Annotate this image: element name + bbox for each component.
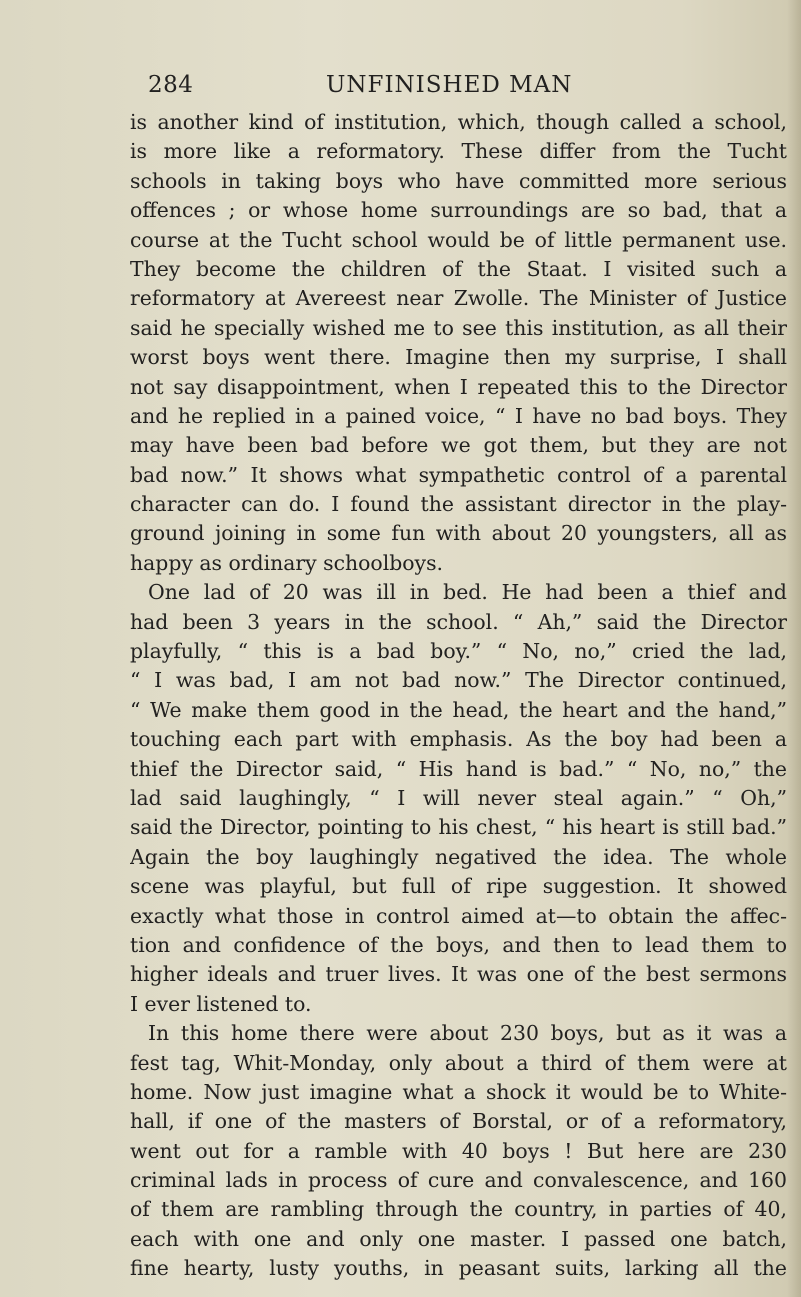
- text-line: is another kind of institution, which, though called a school,: [130, 110, 787, 134]
- text-line: fine hearty, lusty youths, in peasant suits, larking all the: [130, 1256, 787, 1281]
- text-line: may have been bad before we got them, but they are not: [130, 433, 787, 458]
- page-edge-shadow: [787, 0, 801, 1297]
- text-line: criminal lads in process of cure and convalescence, and 160: [130, 1168, 787, 1193]
- text-line: went out for a ramble with 40 boys ! But here are 230: [130, 1138, 787, 1163]
- text-line: said the Director, pointing to his chest, “ his heart is still bad.”: [130, 815, 787, 840]
- text-line: One lad of 20 was ill in bed. He had been a thief and: [148, 580, 787, 605]
- text-line: offences ; or whose home surroundings are so bad, that a: [130, 198, 787, 223]
- text-line: course at the Tucht school would be of little permanent use.: [130, 227, 787, 252]
- text-line: each with one and only one master. I passed one batch,: [130, 1226, 787, 1251]
- text-line: reformatory at Avereest near Zwolle. The Minister of Justice: [130, 286, 787, 311]
- text-line: “ We make them good in the head, the heart and the hand,”: [130, 697, 787, 722]
- text-line: thief the Director said, “ His hand is bad.” “ No, no,” the: [130, 756, 787, 781]
- text-line: schools in taking boys who have committed more serious: [130, 168, 787, 193]
- text-line: happy as ordinary schoolboys.: [130, 550, 444, 575]
- text-line: exactly what those in control aimed at—to obtain the affec-: [130, 903, 787, 928]
- text-line: of them are rambling through the country, in parties of 40,: [130, 1197, 787, 1222]
- text-line: fest tag, Whit-Monday, only about a third of them were at: [130, 1050, 787, 1075]
- text-line: character can do. I found the assistant director in the play-: [130, 492, 787, 517]
- text-line: lad said laughingly, “ I will never steal again.” “ Oh,”: [130, 785, 787, 810]
- page-header: [148, 72, 708, 102]
- text-line: home. Now just imagine what a shock it would be to White-: [130, 1079, 787, 1104]
- running-title: UNFINISHED MAN: [326, 72, 573, 98]
- text-line: higher ideals and truer lives. It was one of the best sermons: [130, 962, 787, 987]
- text-line: “ I was bad, I am not bad now.” The Director continued,: [130, 668, 787, 693]
- text-line: They become the children of the Staat. I visited such a: [130, 256, 787, 281]
- text-line: In this home there were about 230 boys, but as it was a: [148, 1021, 787, 1046]
- text-line: tion and confidence of the boys, and then to lead them to: [130, 932, 787, 957]
- text-line: hall, if one of the masters of Borstal, or of a reformatory,: [130, 1109, 787, 1134]
- text-line: is more like a reformatory. These differ from the Tucht: [130, 139, 787, 164]
- text-line: playfully, “ this is a bad boy.” “ No, no,” cried the lad,: [130, 639, 787, 664]
- body-text: [130, 108, 787, 1284]
- text-line: had been 3 years in the school. “ Ah,” said the Director: [130, 609, 787, 634]
- text-line: Again the boy laughingly negatived the idea. The whole: [130, 844, 787, 869]
- text-line: scene was playful, but full of ripe suggestion. It showed: [130, 874, 787, 899]
- text-line: touching each part with emphasis. As the boy had been a: [130, 727, 787, 752]
- text-line: not say disappointment, when I repeated this to the Director: [130, 374, 787, 399]
- text-line: and he replied in a pained voice, “ I have no bad boys. They: [130, 403, 787, 428]
- text-line: said he specially wished me to see this institution, as all their: [130, 315, 787, 340]
- text-line: bad now.” It shows what sympathetic control of a parental: [130, 462, 787, 487]
- text-line: I ever listened to.: [130, 991, 312, 1016]
- text-line: ground joining in some fun with about 20 youngsters, all as: [130, 521, 787, 546]
- page-number: 284: [148, 72, 194, 98]
- text-line: worst boys went there. Imagine then my surprise, I shall: [130, 345, 787, 370]
